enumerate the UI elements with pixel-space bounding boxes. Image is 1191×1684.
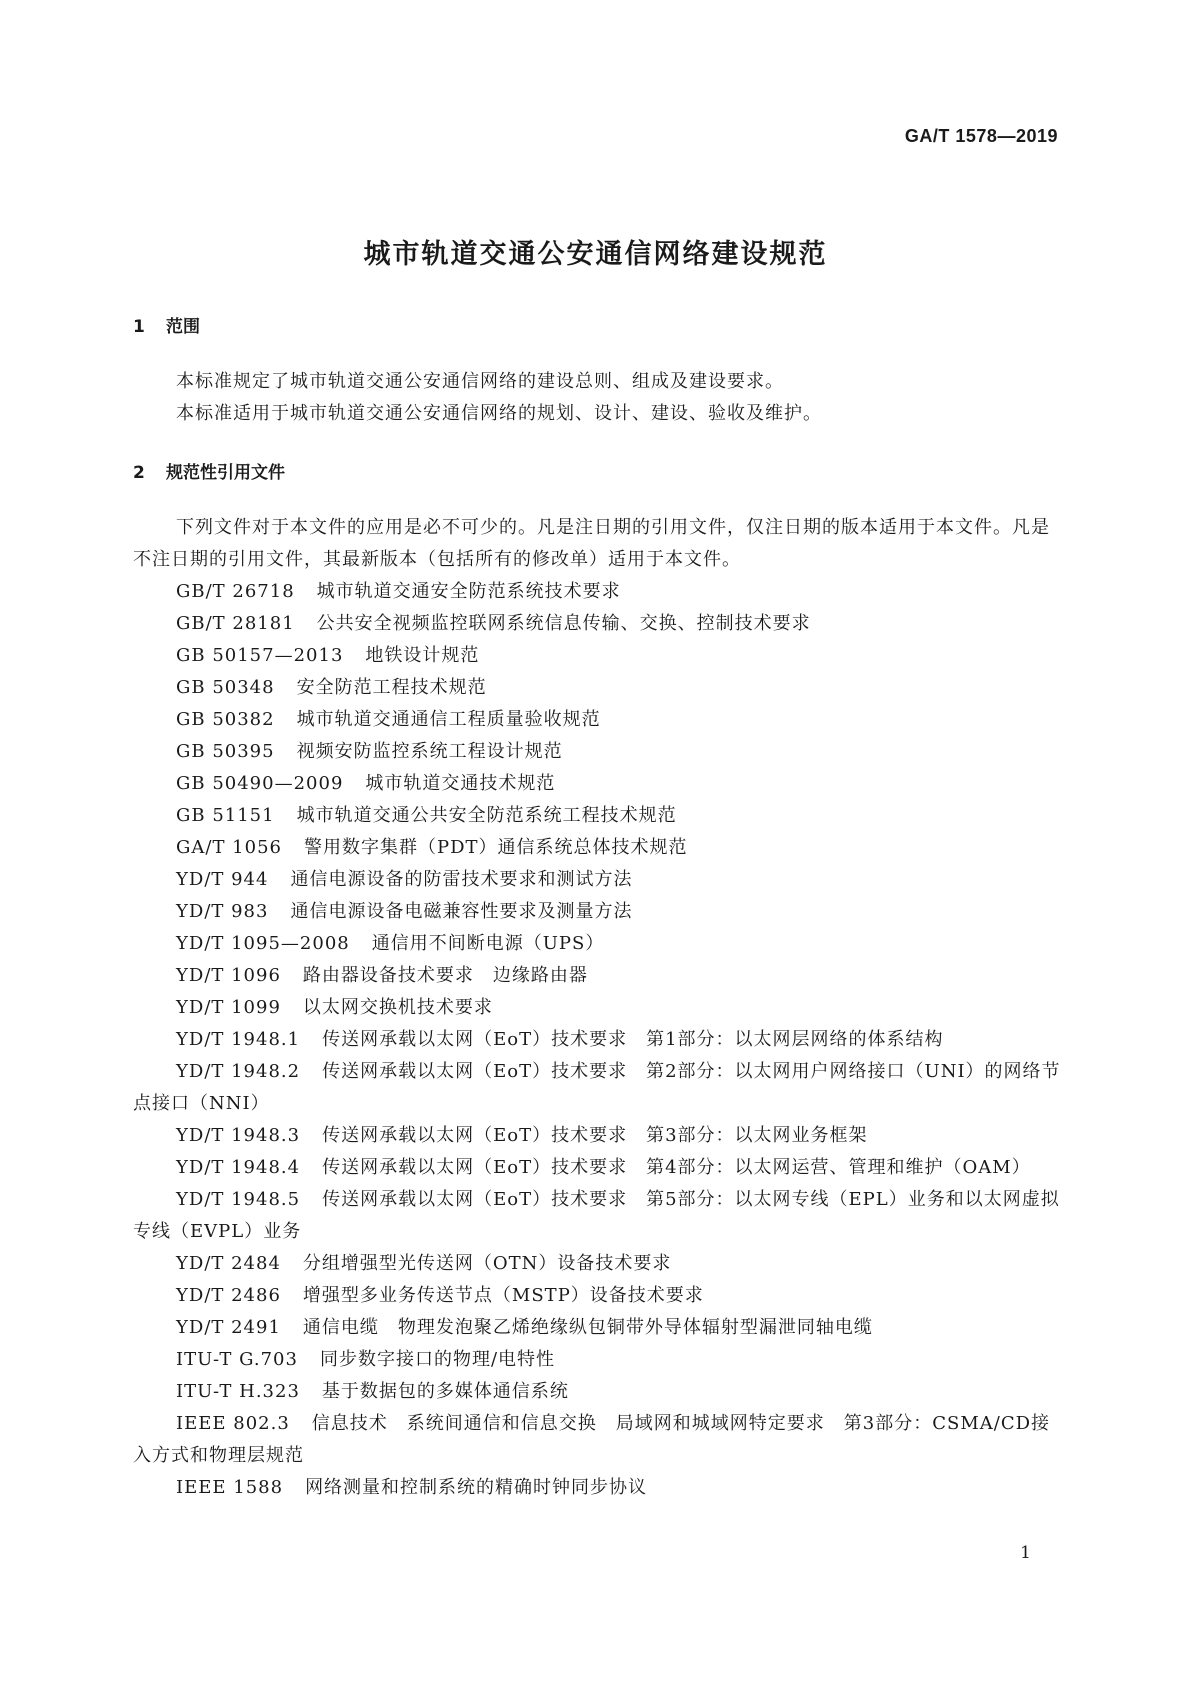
section-number: 1 [133,317,145,337]
reference-code: YD/T 983 [176,901,269,922]
reference-title: 信息技术 系统间通信和信息交换 局域网和城域网特定要求 第3部分：CSMA/CD接入方式和物理层规范 [133,1413,1051,1466]
reference-title: 传送网承载以太网（EoT）技术要求 第5部分：以太网专线（EPL）业务和以太网虚拟专线（EVPL）业务 [133,1189,1060,1242]
reference-code: YD/T 1099 [176,997,281,1018]
reference-code: GB 50157—2013 [176,645,344,666]
reference-item [133,864,1063,896]
reference-code: YD/T 2491 [176,1317,281,1338]
reference-item [133,896,1063,928]
reference-code: YD/T 1948.5 [176,1189,301,1210]
reference-item [133,1312,1063,1344]
reference-item [133,704,1063,736]
reference-title: 路由器设备技术要求 边缘路由器 [302,965,588,986]
reference-title: 通信电源设备电磁兼容性要求及测量方法 [290,901,633,922]
reference-title: 通信电缆 物理发泡聚乙烯绝缘纵包铜带外导体辐射型漏泄同轴电缆 [302,1317,873,1338]
reference-list [133,576,1063,1504]
reference-code: ITU-T G.703 [176,1349,298,1370]
reference-item [133,1472,1063,1504]
reference-code: YD/T 1948.3 [176,1125,301,1146]
reference-item [133,832,1063,864]
reference-title: 传送网承载以太网（EoT）技术要求 第2部分：以太网用户网络接口（UNI）的网络节点接口（NNI） [133,1061,1061,1114]
reference-title: 以太网交换机技术要求 [302,997,493,1018]
reference-code: GB 50490—2009 [176,773,344,794]
page-number: 1 [1020,1543,1031,1563]
reference-item [133,1248,1063,1280]
reference-title: 安全防范工程技术规范 [296,677,487,698]
reference-title: 传送网承载以太网（EoT）技术要求 第1部分：以太网层网络的体系结构 [322,1029,944,1050]
reference-title: 公共安全视频监控联网系统信息传输、交换、控制技术要求 [316,613,811,634]
standard-number: GA/T 1578—2019 [904,126,1058,146]
reference-code: YD/T 1948.4 [176,1157,301,1178]
reference-item [133,768,1063,800]
reference-code: GB/T 26718 [176,581,295,602]
section-1-body [133,366,1063,430]
reference-code: GB 50395 [176,741,275,762]
reference-code: ITU-T H.323 [176,1381,300,1402]
reference-title: 地铁设计规范 [365,645,480,666]
reference-title: 同步数字接口的物理/电特性 [319,1349,556,1370]
reference-item [133,928,1063,960]
reference-title: 基于数据包的多媒体通信系统 [321,1381,569,1402]
reference-code: GB 50382 [176,709,275,730]
reference-title: 网络测量和控制系统的精确时钟同步协议 [305,1477,648,1498]
paragraph: 本标准规定了城市轨道交通公安通信网络的建设总则、组成及建设要求。 [176,371,784,392]
reference-item [133,1120,1063,1152]
reference-title: 通信电源设备的防雷技术要求和测试方法 [290,869,633,890]
reference-title: 传送网承载以太网（EoT）技术要求 第3部分：以太网业务框架 [322,1125,868,1146]
reference-code: YD/T 1096 [176,965,281,986]
reference-code: YD/T 1948.1 [176,1029,301,1050]
reference-code: YD/T 2484 [176,1253,281,1274]
reference-item [133,1152,1063,1184]
reference-code: IEEE 1588 [176,1477,284,1498]
reference-item [133,1344,1063,1376]
section-2-heading [133,458,285,483]
reference-item [133,736,1063,768]
reference-title: 城市轨道交通通信工程质量验收规范 [296,709,601,730]
reference-code: YD/T 2486 [176,1285,281,1306]
reference-code: YD/T 1948.2 [176,1061,301,1082]
reference-title: 传送网承载以太网（EoT）技术要求 第4部分：以太网运营、管理和维护（OAM） [322,1157,1031,1178]
reference-item [133,1376,1063,1408]
reference-code: GB/T 28181 [176,613,295,634]
reference-item [133,1184,1063,1248]
intro-paragraph: 下列文件对于本文件的应用是必不可少的。凡是注日期的引用文件，仅注日期的版本适用于本文件。凡是不注日期的引用文件，其最新版本（包括所有的修改单）适用于本文件。 [133,517,1050,570]
reference-item [133,576,1063,608]
reference-code: GA/T 1056 [176,837,282,858]
reference-title: 警用数字集群（PDT）通信系统总体技术规范 [303,837,688,858]
reference-title: 城市轨道交通技术规范 [365,773,556,794]
reference-title: 分组增强型光传送网（OTN）设备技术要求 [302,1253,672,1274]
reference-item [133,1408,1063,1472]
reference-code: YD/T 944 [176,869,269,890]
reference-code: YD/T 1095—2008 [176,933,350,954]
reference-item [133,992,1063,1024]
reference-code: GB 51151 [176,805,275,826]
reference-item [133,640,1063,672]
reference-title: 城市轨道交通公共安全防范系统工程技术规范 [296,805,677,826]
reference-item [133,1024,1063,1056]
reference-item [133,1280,1063,1312]
reference-title: 增强型多业务传送节点（MSTP）设备技术要求 [302,1285,704,1306]
reference-item [133,608,1063,640]
reference-item [133,960,1063,992]
reference-item [133,800,1063,832]
reference-title: 视频安防监控系统工程设计规范 [296,741,563,762]
paragraph: 本标准适用于城市轨道交通公安通信网络的规划、设计、建设、验收及维护。 [176,403,822,424]
section-1-heading [133,312,200,337]
reference-code: IEEE 802.3 [176,1413,290,1434]
reference-code: GB 50348 [176,677,275,698]
document-title: 城市轨道交通公安通信网络建设规范 [363,239,828,270]
section-number: 2 [133,463,145,483]
section-title: 规范性引用文件 [166,463,285,483]
reference-title: 通信用不间断电源（UPS） [371,933,605,954]
reference-item [133,1056,1063,1120]
section-2-body [133,512,1063,1504]
section-title: 范围 [166,317,200,337]
reference-title: 城市轨道交通安全防范系统技术要求 [316,581,621,602]
reference-item [133,672,1063,704]
